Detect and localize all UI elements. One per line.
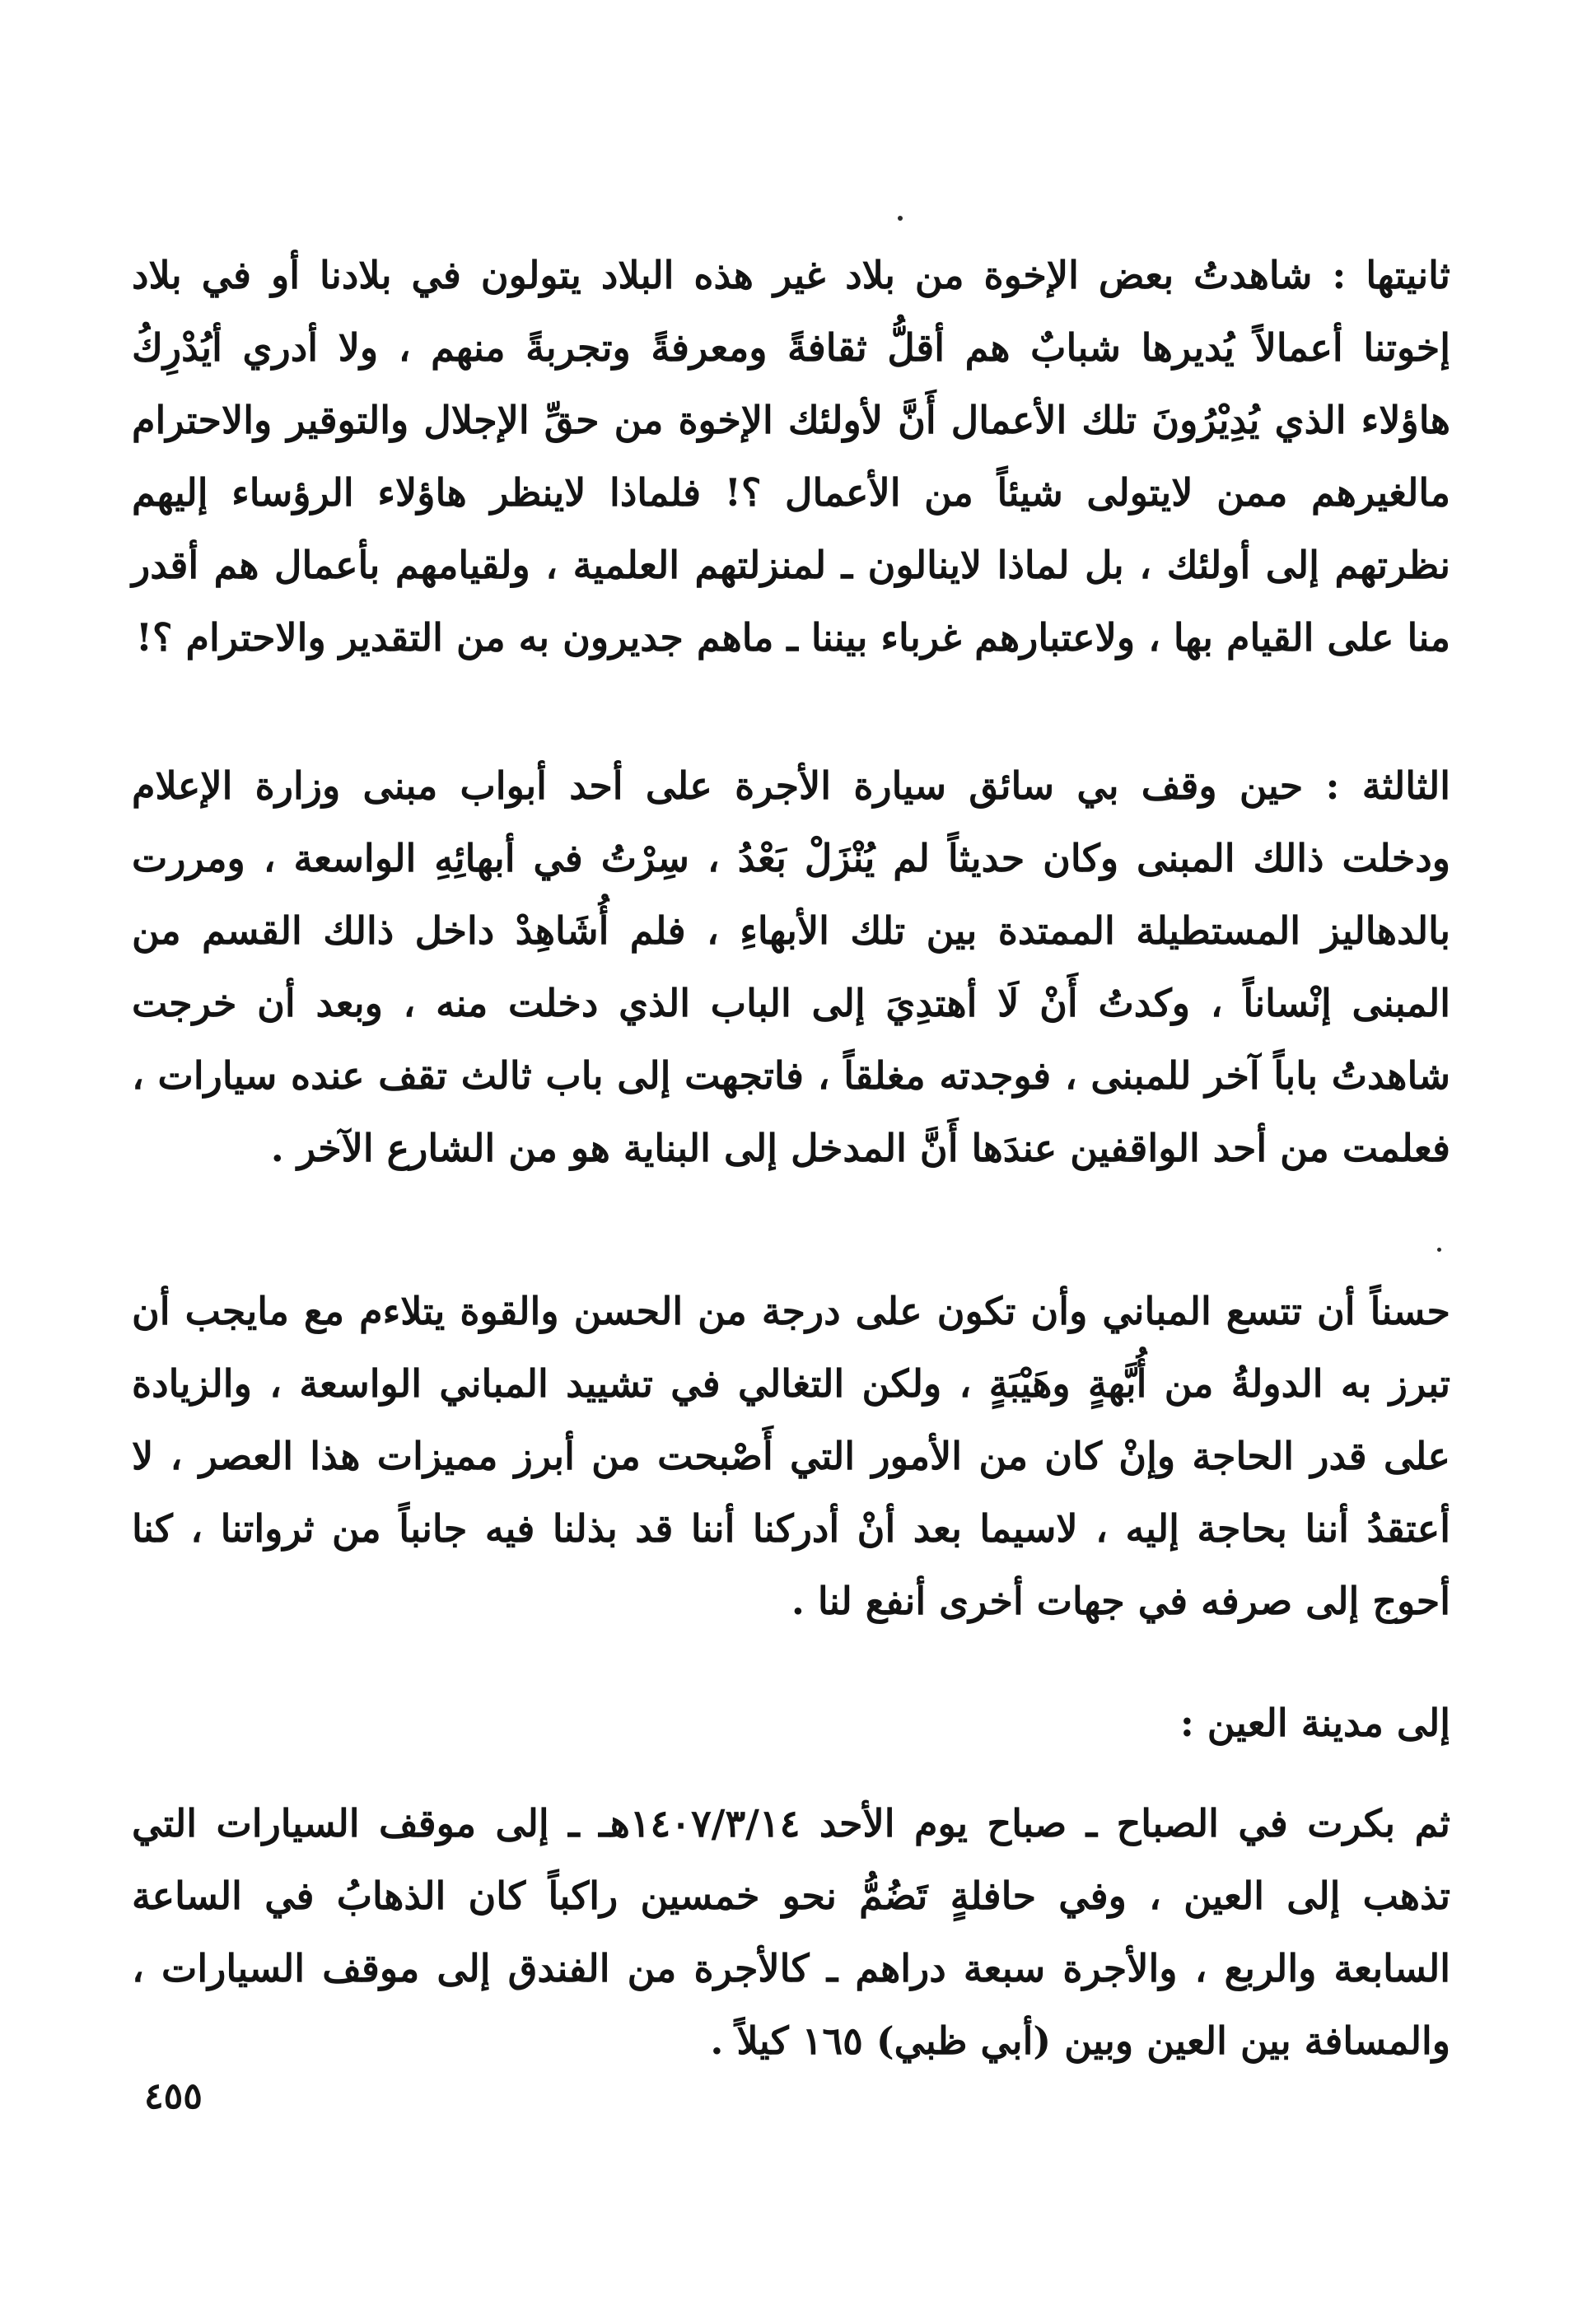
section-heading: إلى مدينة العين : xyxy=(1179,1701,1450,1745)
scan-speck xyxy=(898,216,903,221)
page-number: ٤٥٥ xyxy=(144,2075,203,2117)
scan-speck xyxy=(1437,1248,1441,1252)
paragraph-trip-to-al-ain: ثم بكرت في الصباح ـ صباح يوم الأحد ١٤٠٧/٣/١٤هـ ـ إلى موقف السيارات التي تذهب إلى العين ، وفي حافلةٍ تَضُمُّ نحو خمسين راكباً كان الذهابُ في الساعة السابعة والربع ، والأجرة سبعة دراهم ـ كالأجرة من الفندق إلى موقف السيارات ، والمسافة بين العين وبين (أبي ظبي) ١٦٥ كيلاً . xyxy=(132,1801,1450,2063)
paragraph-third-observation: الثالثة : حين وقف بي سائق سيارة الأجرة على أحد أبواب مبنى وزارة الإعلام ودخلت ذالك المبنى وكان حديثاً لم يُنْزَلْ بَعْدُ ، سِرْتُ في أبهائِهِ الواسعة ، ومررت بالدهاليز المستطيلة الممتدة بين تلك الأبهاءِ ، فلم أُشَاهِدْ داخل ذالك القسم من المبنى إنْساناً ، وكدتُ أَنْ لَا أهتدِيَ إلى الباب الذي دخلت منه ، وبعد أن خرجت شاهدتُ باباً آخر للمبنى ، فوجدته مغلقاً ، فاتجهت إلى باب ثالث تقف عنده سيارات ، فعلمت من أحد الواقفين عندَها أَنَّ المدخل إلى البناية هو من الشارع الآخر . xyxy=(132,763,1450,1170)
paragraph-second-observation: ثانيتها : شاهدتُ بعض الإخوة من بلاد غير هذه البلاد يتولون في بلادنا أو في بلاد إخوتنا أعمالاً يُديرها شبابٌ هم أقلُّ ثقافةً ومعرفةً وتجربةً منهم ، ولا أدري أيُدْرِكُ هاؤلاء الذي يُدِيْرُونَ تلك الأعمال أَنَّ لأولئك الإخوة من حقِّ الإجلال والتوقير والاحترام مالغيرهم ممن لايتولى شيئاً من الأعمال ؟! فلماذا لاينظر هاؤلاء الرؤساء إليهم نظرتهم إلى أولئك ، بل لماذا لاينالون ـ لمنزلتهم العلمية ، ولقيامهم بأعمال هم أقدر منا على القيام بها ، ولاعتبارهم غرباء بيننا ـ ماهم جديرون به من التقدير والاحترام ؟! xyxy=(132,253,1450,660)
paragraph-buildings-remark: حسناً أن تتسع المباني وأن تكون على درجة من الحسن والقوة يتلاءم مع مايجب أن تبرز به الدولةُ من أُبَّهةٍ وهَيْبَةٍ ، ولكن التغالي في تشييد المباني الواسعة ، والزيادة على قدر الحاجة وإنْ كان من الأمور التي أَصْبحت من أبرز مميزات هذا العصر ، لا أعتقدُ أننا بحاجة إليه ، لاسيما بعد أنْ أدركنا أننا قد بذلنا فيه جانباً من ثرواتنا ، كنا أحوج إلى صرفه في جهات أخرى أنفع لنا . xyxy=(132,1289,1450,1623)
